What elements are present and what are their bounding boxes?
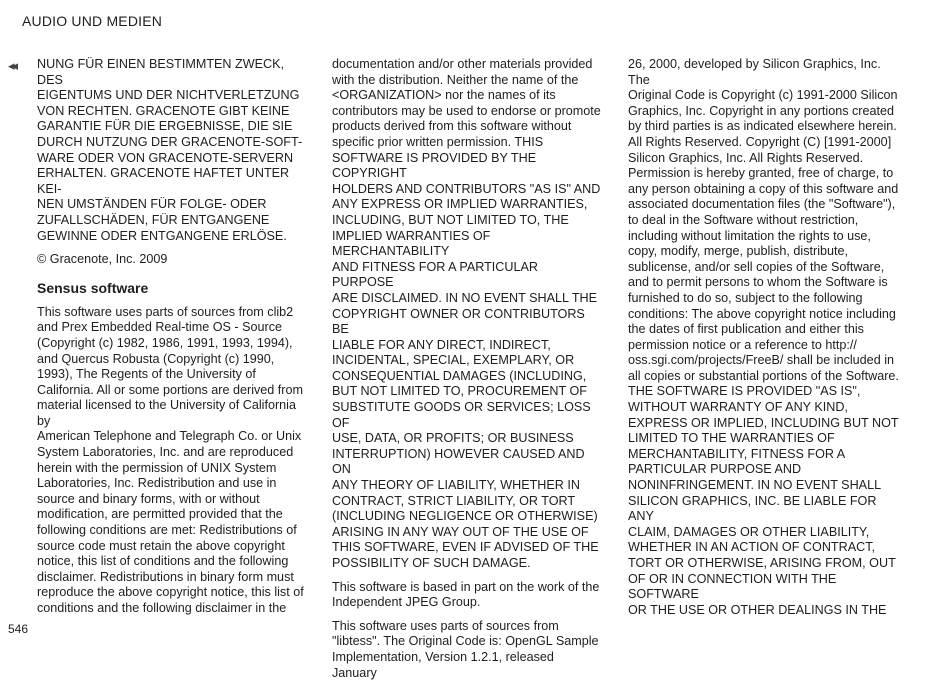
text-line: ANY THEORY OF LIABILITY, WHETHER IN: [332, 478, 580, 493]
text-line: including without limitation the rights to use,: [628, 228, 871, 243]
disclaimer-paragraph: [37, 57, 307, 244]
text-line: source and binary forms, with or without: [37, 491, 260, 506]
text-line: NUNG FÜR EINEN BESTIMMTEN ZWECK, DES: [37, 57, 284, 87]
text-line: associated documentation files (the "Software"),: [628, 197, 896, 212]
text-line: This software is based in part on the work of the: [332, 579, 600, 594]
license-paragraph: [332, 57, 602, 572]
text-line: EXPRESS OR IMPLIED, INCLUDING BUT NOT: [628, 415, 899, 430]
text-line: PARTICULAR PURPOSE AND: [628, 462, 802, 477]
text-line: OR THE USE OR OTHER DEALINGS IN THE: [628, 602, 887, 617]
text-line: THE SOFTWARE IS PROVIDED "AS IS",: [628, 384, 861, 399]
text-line: CLAIM, DAMAGES OR OTHER LIABILITY,: [628, 524, 870, 539]
text-line: All Rights Reserved. Copyright (C) [1991-2000]: [628, 134, 892, 149]
text-line: documentation and/or other materials provided: [332, 57, 593, 71]
text-line: modification, are permitted provided that the: [37, 507, 283, 522]
text-line: oss.sgi.com/projects/FreeB/ shall be included in: [628, 353, 894, 368]
text-line: the dates of first publication and either this: [628, 322, 864, 337]
text-line: California. All or some portions are derived from: [37, 382, 303, 397]
text-line: SUBSTITUTE GOODS OR SERVICES; LOSS OF: [332, 400, 591, 430]
text-line: TORT OR OTHERWISE, ARISING FROM, OUT: [628, 556, 896, 570]
text-line: Independent JPEG Group.: [332, 595, 481, 610]
text-line: IMPLIED WARRANTIES OF MERCHANTABILITY: [332, 228, 491, 259]
column-2: [332, 57, 602, 689]
text-line: ARISING IN ANY WAY OUT OF THE USE OF: [332, 524, 589, 539]
text-line: <ORGANIZATION> nor the names of its: [332, 88, 556, 103]
text-line: and Quercus Robusta (Copyright (c) 1990,: [37, 351, 275, 366]
text-line: by third parties is as indicated elsewhere herein.: [628, 119, 897, 134]
text-line: WITHOUT WARRANTY OF ANY KIND,: [628, 400, 848, 415]
text-line: THIS SOFTWARE, EVEN IF ADVISED OF THE: [332, 540, 599, 555]
text-line: to deal in the Software without restriction,: [628, 212, 859, 227]
libtess-paragraph: [332, 619, 602, 681]
text-line: copy, modify, merge, publish, distribute,: [628, 244, 849, 259]
section-heading: Sensus software: [37, 279, 149, 296]
text-line: any person obtaining a copy of this software and: [628, 181, 899, 196]
column-1: [37, 57, 307, 625]
text-line: MERCHANTABILITY, FITNESS FOR A: [628, 446, 846, 461]
text-line: Permission is hereby granted, free of charge, to: [628, 166, 894, 181]
text-line: all copies or substantial portions of the Software.: [628, 368, 899, 383]
sensus-paragraph: [37, 305, 307, 617]
text-line: "libtess". The Original Code is: OpenGL Sample: [332, 634, 599, 649]
text-line: ZUFALLSCHÄDEN, FÜR ENTGANGENE: [37, 212, 270, 227]
text-line: and to permit persons to whom the Software is: [628, 275, 888, 290]
gracenote-copyright: © Gracenote, Inc. 2009: [37, 252, 168, 267]
text-line: INCLUDING, BUT NOT LIMITED TO, THE: [332, 212, 569, 227]
text-line: GEWINNE ODER ENTGANGENE ERLÖSE.: [37, 228, 287, 243]
text-line: INTERRUPTION) HOWEVER CAUSED AND ON: [332, 446, 585, 477]
text-line: 26, 2000, developed by Silicon Graphics, Inc. The: [628, 57, 881, 87]
text-line: GARANTIE FÜR DIE ERGEBNISSE, DIE SIE: [37, 119, 293, 134]
text-line: This software uses parts of sources from clib2: [37, 304, 294, 319]
text-line: SOFTWARE IS PROVIDED BY THE COPYRIGHT: [332, 150, 537, 181]
text-line: AND FITNESS FOR A PARTICULAR PURPOSE: [332, 259, 538, 290]
text-line: HOLDERS AND CONTRIBUTORS "AS IS" AND: [332, 181, 601, 196]
text-line: BUT NOT LIMITED TO, PROCUREMENT OF: [332, 384, 587, 399]
text-line: NEN UMSTÄNDEN FÜR FOLGE- ODER: [37, 197, 267, 212]
text-line: WHETHER IN AN ACTION OF CONTRACT,: [628, 540, 875, 555]
text-line: LIABLE FOR ANY DIRECT, INDIRECT,: [332, 337, 551, 352]
text-line: with the distribution. Neither the name of the: [332, 72, 579, 87]
text-line: POSSIBILITY OF SUCH DAMAGE.: [332, 556, 531, 570]
text-line: Original Code is Copyright (c) 1991-2000 Silicon: [628, 88, 898, 103]
text-line: conditions and the following disclaimer in the: [37, 601, 287, 615]
text-line: Silicon Graphics, Inc. All Rights Reserved.: [628, 150, 864, 165]
text-line: INCIDENTAL, SPECIAL, EXEMPLARY, OR: [332, 353, 575, 368]
section-title: AUDIO UND MEDIEN: [22, 13, 163, 29]
text-line: notice, this list of conditions and the following: [37, 554, 289, 569]
text-line: SILICON GRAPHICS, INC. BE LIABLE FOR ANY: [628, 493, 877, 524]
text-line: (INCLUDING NEGLIGENCE OR OTHERWISE): [332, 509, 598, 524]
text-line: Graphics, Inc. Copyright in any portions created: [628, 103, 894, 118]
text-line: material licensed to the University of California by: [37, 398, 296, 428]
text-line: CONSEQUENTIAL DAMAGES (INCLUDING,: [332, 368, 587, 383]
text-line: furnished to do so, subject to the following: [628, 290, 863, 305]
text-line: sublicense, and/or sell copies of the Software,: [628, 259, 885, 274]
jpeg-paragraph: [332, 580, 602, 611]
text-line: Laboratories, Inc. Redistribution and use in: [37, 476, 277, 491]
back-arrows-icon[interactable]: ◂◂: [8, 58, 16, 73]
text-line: USE, DATA, OR PROFITS; OR BUSINESS: [332, 431, 574, 446]
text-line: COPYRIGHT OWNER OR CONTRIBUTORS BE: [332, 306, 585, 337]
text-line: American Telephone and Telegraph Co. or Unix: [37, 429, 302, 444]
text-line: This software uses parts of sources from: [332, 618, 559, 633]
column-3: [628, 57, 900, 626]
text-line: contributors may be used to endorse or promote: [332, 103, 601, 118]
sgi-license-paragraph: [628, 57, 900, 618]
text-line: NONINFRINGEMENT. IN NO EVENT SHALL: [628, 478, 882, 493]
text-line: products derived from this software without: [332, 119, 572, 134]
text-line: herein with the permission of UNIX System: [37, 460, 277, 475]
text-line: (Copyright (c) 1982, 1986, 1991, 1993, 1994),: [37, 335, 293, 350]
text-line: LIMITED TO THE WARRANTIES OF: [628, 431, 835, 446]
text-line: Implementation, Version 1.2.1, released January: [332, 649, 554, 680]
text-line: source code must retain the above copyright: [37, 538, 285, 553]
text-line: ARE DISCLAIMED. IN NO EVENT SHALL THE: [332, 290, 598, 305]
text-line: EIGENTUMS UND DER NICHTVERLETZUNG: [37, 88, 300, 103]
text-line: ANY EXPRESS OR IMPLIED WARRANTIES,: [332, 197, 588, 212]
text-line: DURCH NUTZUNG DER GRACENOTE-SOFT-: [37, 134, 303, 149]
text-line: CONTRACT, STRICT LIABILITY, OR TORT: [332, 493, 576, 508]
text-line: specific prior written permission. THIS: [332, 134, 544, 149]
text-line: following conditions are met: Redistributions of: [37, 523, 297, 538]
text-line: permission notice or a reference to http://: [628, 337, 857, 352]
text-line: System Laboratories, Inc. and are reproduced: [37, 445, 294, 460]
text-line: WARE ODER VON GRACENOTE-SERVERN: [37, 150, 294, 165]
text-line: reproduce the above copyright notice, this list of: [37, 585, 304, 600]
text-line: VON RECHTEN. GRACENOTE GIBT KEINE: [37, 103, 290, 118]
text-line: OF OR IN CONNECTION WITH THE SOFTWARE: [628, 571, 837, 602]
text-line: ERHALTEN. GRACENOTE HAFTET UNTER KEI-: [37, 166, 290, 196]
text-line: 1993), The Regents of the University of: [37, 367, 256, 382]
text-line: conditions: The above copyright notice including: [628, 306, 896, 321]
text-line: disclaimer. Redistributions in binary form must: [37, 569, 294, 584]
page-number: 546: [8, 622, 29, 636]
text-line: and Prex Embedded Real-time OS - Source: [37, 320, 282, 335]
